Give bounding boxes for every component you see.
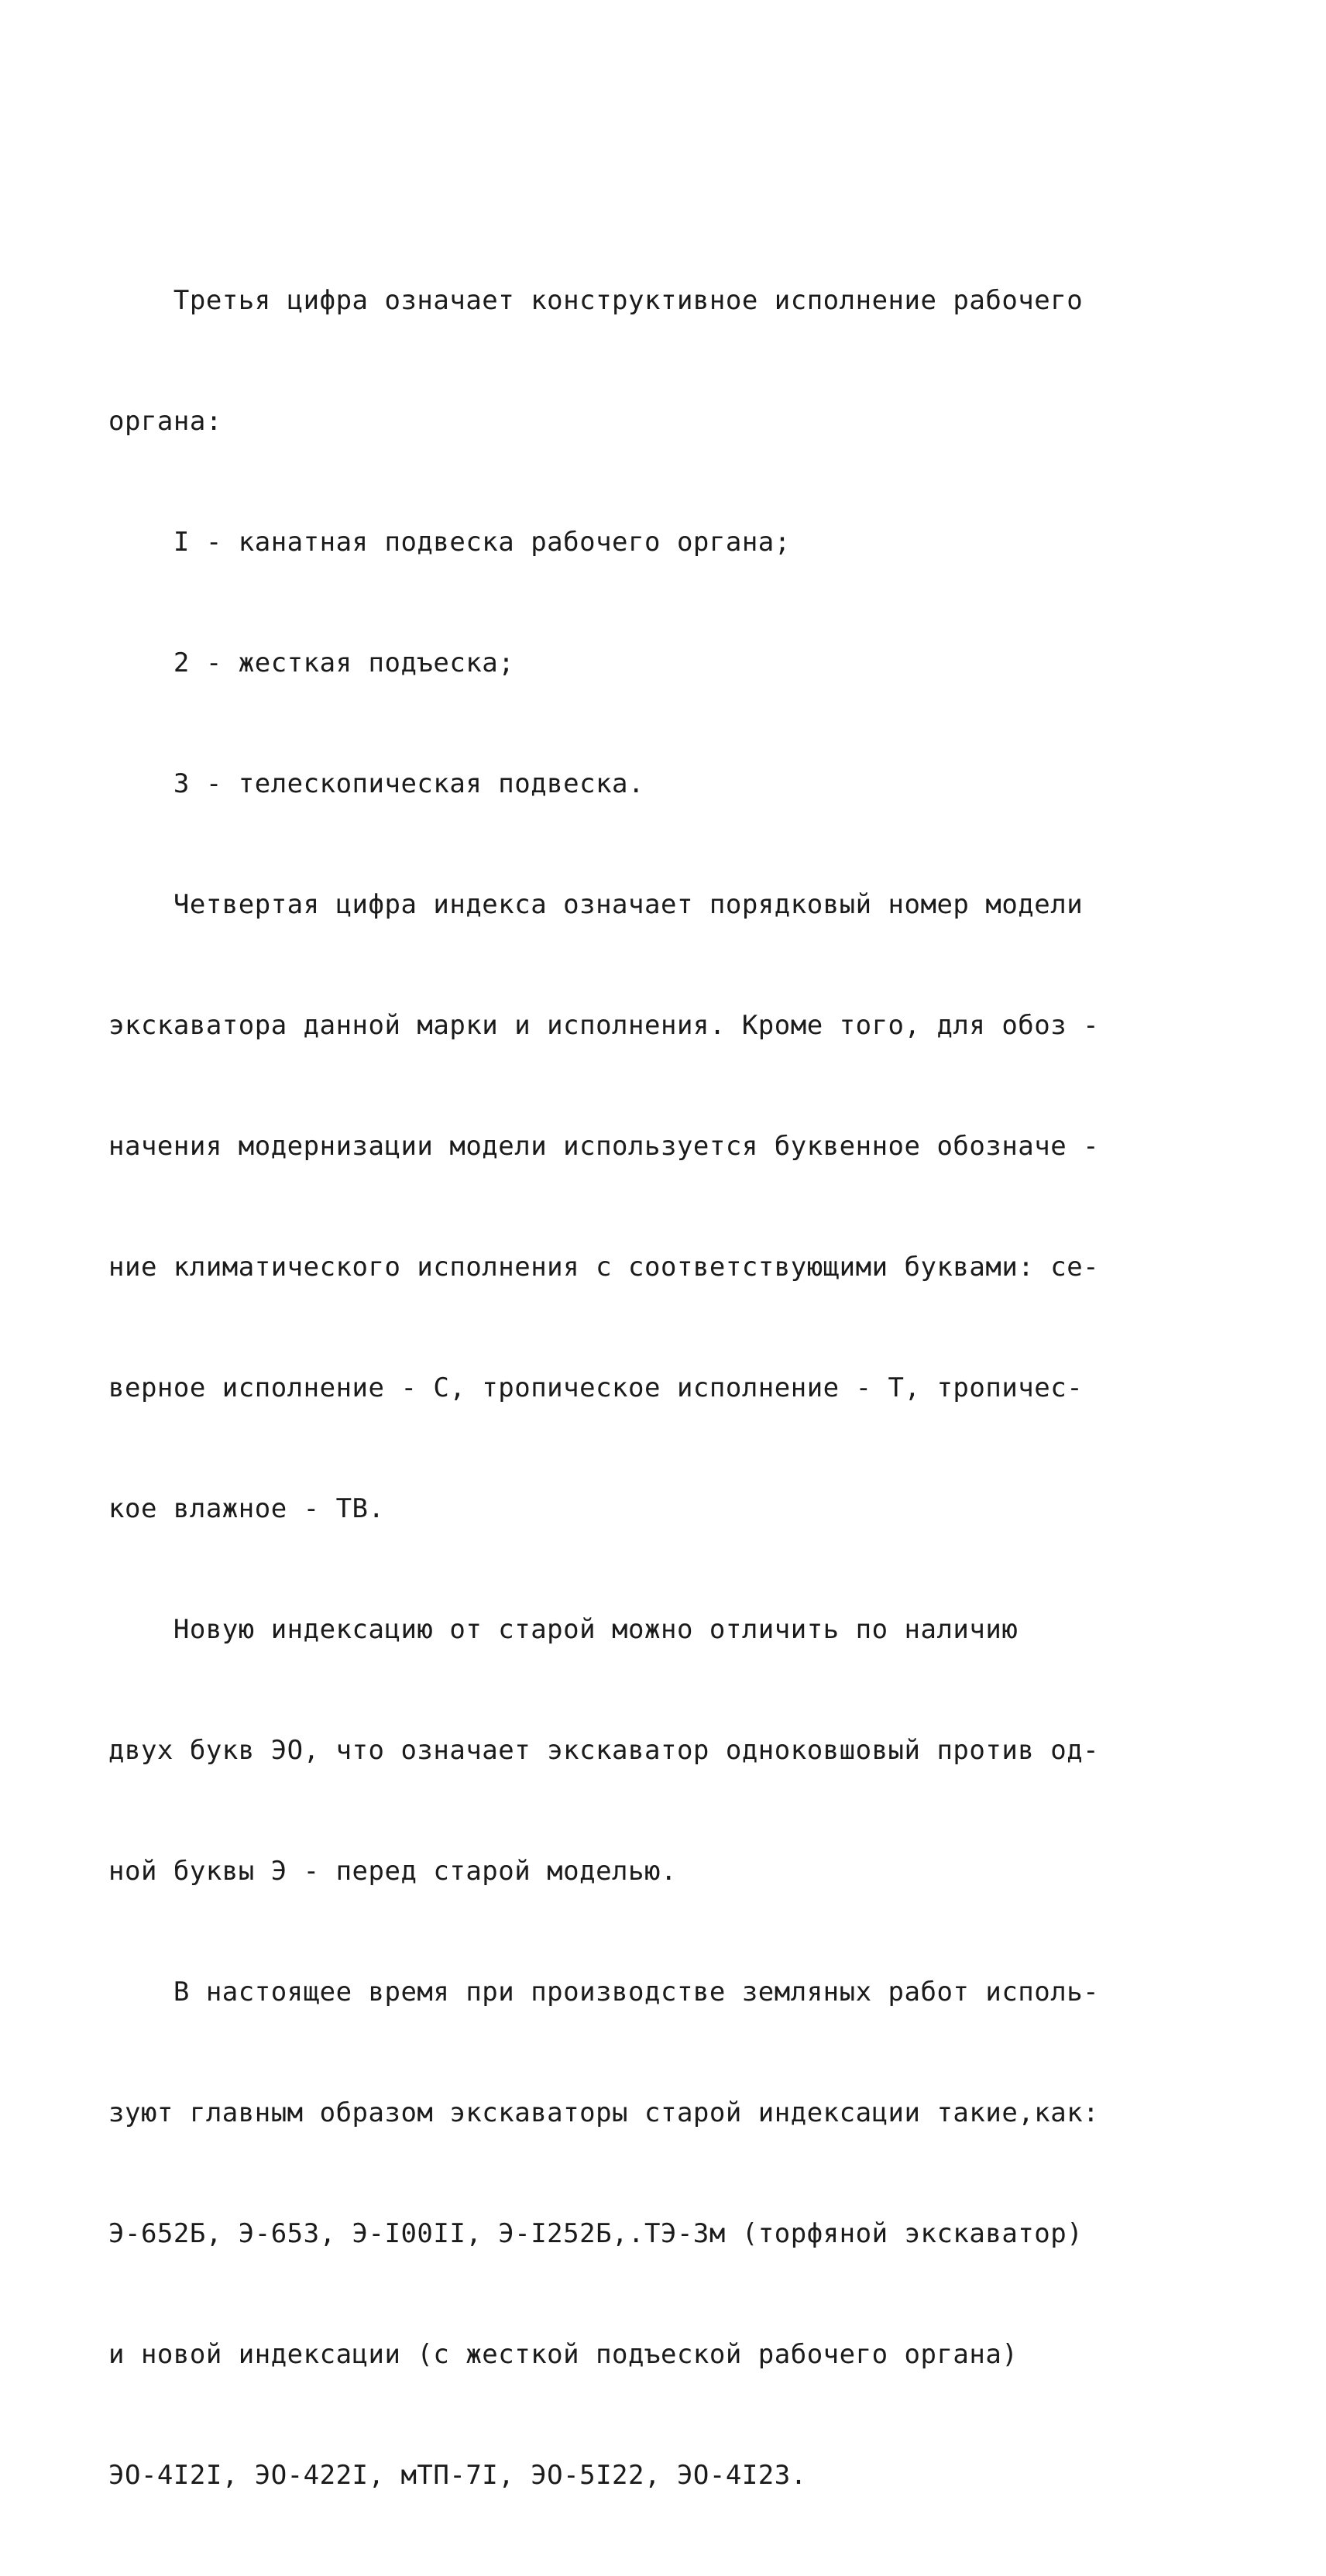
document-body (108, 200, 1131, 2576)
text-line: Четвертая цифра индекса означает порядковый номер модели (108, 889, 1084, 920)
text-line: органа: (108, 406, 222, 437)
list-item: 2 - жесткая подъеска; (108, 647, 515, 678)
text-line: Э-652Б, Э-653, Э-I00II, Э-I252Б,.ТЭ-3м (торфяной экскаватор) (108, 2218, 1084, 2249)
text-line: ЭО-4I2I, ЭО-422I, мТП-7I, ЭО-5I22, ЭО-4I23. (108, 2460, 807, 2491)
text-line: ной буквы Э - перед старой моделью. (108, 1856, 677, 1887)
text-line: двух букв ЭО, что означает экскаватор одноковшовый против од- (108, 1735, 1100, 1766)
text-line: кое влажное - ТВ. (108, 1493, 385, 1524)
text-line: зуют главным образом экскаваторы старой индексации такие,как: (108, 2097, 1100, 2128)
text-line: верное исполнение - С, тропическое исполнение - Т, тропичес- (108, 1372, 1084, 1403)
text-line: В настоящее время при производстве земляных работ исполь- (108, 1977, 1100, 2008)
text-line: начения модернизации модели используется буквенное обозначе - (108, 1131, 1100, 1162)
text-line: и новой индексации (с жесткой подъеской рабочего органа) (108, 2339, 1019, 2370)
list-item: I - канатная подвеска рабочего органа; (108, 527, 791, 558)
text-line: Третья цифра означает конструктивное исполнение рабочего (108, 285, 1084, 316)
text-line: Новую индексацию от старой можно отличить по наличию (108, 1614, 1019, 1645)
list-item: 3 - телескопическая подвеска. (108, 768, 645, 799)
text-line: экскаватора данной марки и исполнения. Кроме того, для обоз - (108, 1010, 1100, 1041)
text-line: ние климатического исполнения с соответствующими буквами: се- (108, 1252, 1100, 1283)
